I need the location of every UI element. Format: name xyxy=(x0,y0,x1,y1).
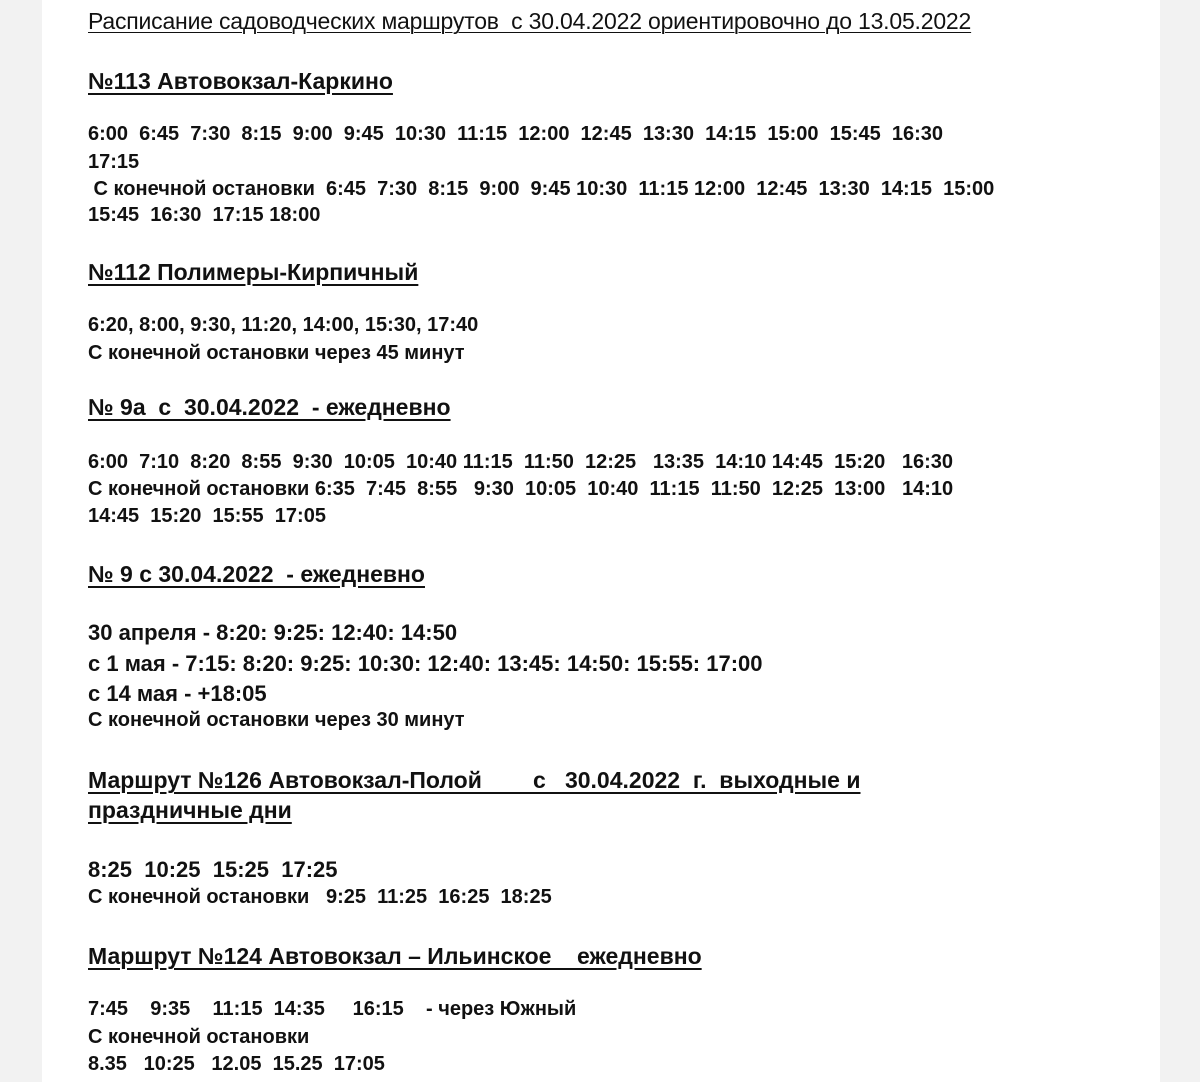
route-9a-heading: № 9а с 30.04.2022 - ежедневно xyxy=(88,394,451,420)
route-113-line: 17:15 xyxy=(88,151,140,173)
route-126-heading: Маршрут №126 Автовокзал-Полой с 30.04.2022 г. выходные и xyxy=(88,767,861,793)
route-126-line: 8:25 10:25 15:25 17:25 xyxy=(88,857,338,882)
route-9a-line: С конечной остановки 6:35 7:45 8:55 9:30 10:05 10:40 11:15 11:50 12:25 13:00 14:10 xyxy=(88,478,954,500)
route-112-line: С конечной остановки через 45 минут xyxy=(88,342,465,364)
route-113-heading: №113 Автовокзал-Каркино xyxy=(88,68,393,94)
route-9-line: с 14 мая - +18:05 xyxy=(88,681,267,706)
route-113-line: 15:45 16:30 17:15 18:00 xyxy=(88,204,321,226)
route-9a-line: 6:00 7:10 8:20 8:55 9:30 10:05 10:40 11:15 11:50 12:25 13:35 14:10 14:45 15:20 16:30 xyxy=(88,451,954,473)
route-124-line: 8.35 10:25 12.05 15.25 17:05 xyxy=(88,1053,385,1075)
route-113-line: С конечной остановки 6:45 7:30 8:15 9:00 9:45 10:30 11:15 12:00 12:45 13:30 14:15 15:00 xyxy=(88,178,995,200)
route-9-line: С конечной остановки через 30 минут xyxy=(88,709,465,731)
route-9-line: с 1 мая - 7:15: 8:20: 9:25: 10:30: 12:40: 13:45: 14:50: 15:55: 17:00 xyxy=(88,651,763,676)
route-124-line: С конечной остановки xyxy=(88,1026,310,1048)
route-113-line: 6:00 6:45 7:30 8:15 9:00 9:45 10:30 11:15 12:00 12:45 13:30 14:15 15:00 15:45 16:30 xyxy=(88,123,944,145)
route-112-line: 6:20, 8:00, 9:30, 11:20, 14:00, 15:30, 17:40 xyxy=(88,314,479,336)
route-124-heading: Маршрут №124 Автовокзал – Ильинское ежедневно xyxy=(88,943,702,969)
document-title: Расписание садоводческих маршрутов с 30.04.2022 ориентировочно до 13.05.2022 xyxy=(88,8,972,34)
route-9-heading: № 9 с 30.04.2022 - ежедневно xyxy=(88,561,425,587)
route-124-line: 7:45 9:35 11:15 14:35 16:15 - через Южный xyxy=(88,998,577,1020)
route-126-heading-continued: праздничные дни xyxy=(88,797,292,823)
document-page xyxy=(42,0,1160,1082)
route-9a-line: 14:45 15:20 15:55 17:05 xyxy=(88,505,326,527)
route-112-heading: №112 Полимеры-Кирпичный xyxy=(88,259,419,285)
route-126-line: С конечной остановки 9:25 11:25 16:25 18:25 xyxy=(88,886,552,908)
route-9-line: 30 апреля - 8:20: 9:25: 12:40: 14:50 xyxy=(88,620,458,645)
